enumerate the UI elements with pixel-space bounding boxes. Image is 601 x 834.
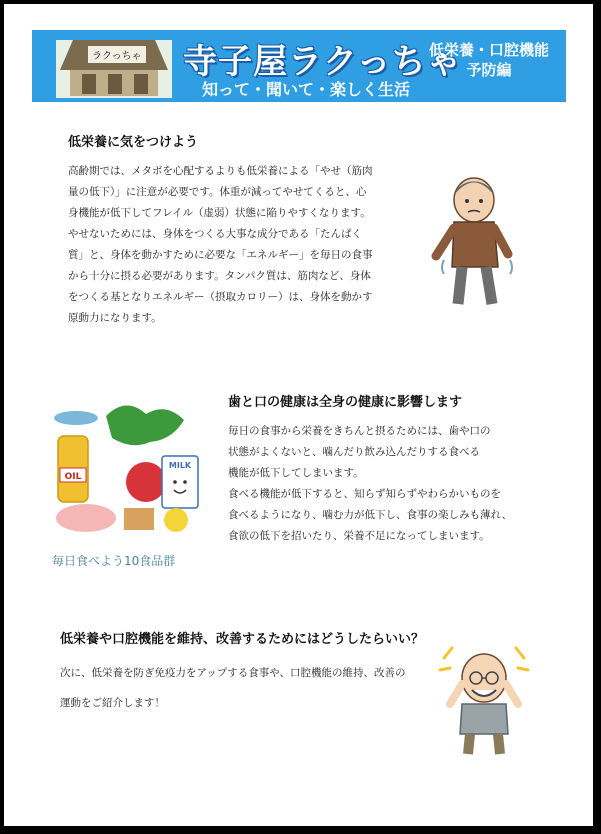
series-label [419,40,559,80]
house-door [108,74,122,94]
paragraph-line: 食べる機能が低下すると、知らず知らずやわらかいものを [228,488,501,500]
section2-heading: 歯と口の健康は全身の健康に影響します [228,395,463,410]
oil-label: OIL [64,472,82,482]
paragraph-line: 食欲の低下を招いたり、栄養不足になってしまいます。 [228,530,490,542]
tomato-icon [126,462,166,502]
logo-label: ラクっちゃ [88,46,146,63]
section1-body [68,161,408,329]
paragraph-line: 次に、低栄養を防ぎ免疫力をアップする食事や、口腔機能の維持、改善の [60,667,406,679]
fish-icon [54,411,98,425]
paragraph-line: 質」と、身体を動かすために必要な「エネルギー」を毎日の食事 [68,249,373,261]
milk-label: MILK [168,461,192,470]
paragraph-line: をつくる基となりエネルギー（摂取カロリー）は、身体を動かす [68,291,373,303]
paragraph-line: やせないためには、身体をつくる大事な成分である「たんぱく [68,228,362,240]
healthy-elderly-man-icon [436,644,532,758]
food-groups-caption: 毎日食べよう10食品群 [52,554,176,568]
paragraph-line: 身機能が低下してフレイル（虚弱）状態に陥りやすくなります。 [68,207,371,219]
paragraph-line: 高齢期では、メタボを心配するよりも低栄養による「やせ（筋肉 [68,165,373,177]
series-label-line1: 低栄養・口腔機能 [428,41,549,59]
paragraph-line: 食べるようになり、噛む力が低下し、食事の楽しみも薄れ、 [228,509,513,521]
logo-house-icon [56,40,172,98]
series-label-line2: 予防編 [466,61,512,79]
meat-icon [56,504,116,532]
paragraph-line: 量の低下）」に注意が必要です。体重が減ってやせてくると、心 [68,186,367,198]
frail-elderly-man-icon [424,172,524,312]
paragraph-line: 毎日の食事から栄養をきちんと摂るためには、歯や口の [228,425,491,437]
page-title: 寺子屋ラクっちゃ [183,42,462,82]
section3-heading: 低栄養や口腔機能を維持、改善するためにはどうしたらいい？ [60,632,425,647]
paragraph-line: 状態がよくないと、噛んだり飲み込んだりする食べる [228,446,480,458]
paragraph-line: 機能が低下してしまいます。 [228,467,364,479]
food-groups-illustration [46,396,206,546]
page-subtitle: 知って・聞いて・楽しく生活 [202,80,411,99]
section3-body [60,658,440,718]
header-banner [32,30,566,102]
bread-icon [124,508,154,530]
greens-icon [106,405,184,445]
section2-body [228,421,568,547]
page [4,4,593,826]
potato-icon [164,508,188,532]
house-door [82,74,96,94]
paragraph-line: 原動力になります。 [68,312,162,324]
house-door [134,74,148,94]
paragraph-line: 運動をご紹介します！ [60,697,165,709]
paragraph-line: から十分に摂る必要があります。タンパク質は、筋肉など、身体 [68,270,371,282]
section1-heading: 低栄養に気をつけよう [68,135,199,150]
